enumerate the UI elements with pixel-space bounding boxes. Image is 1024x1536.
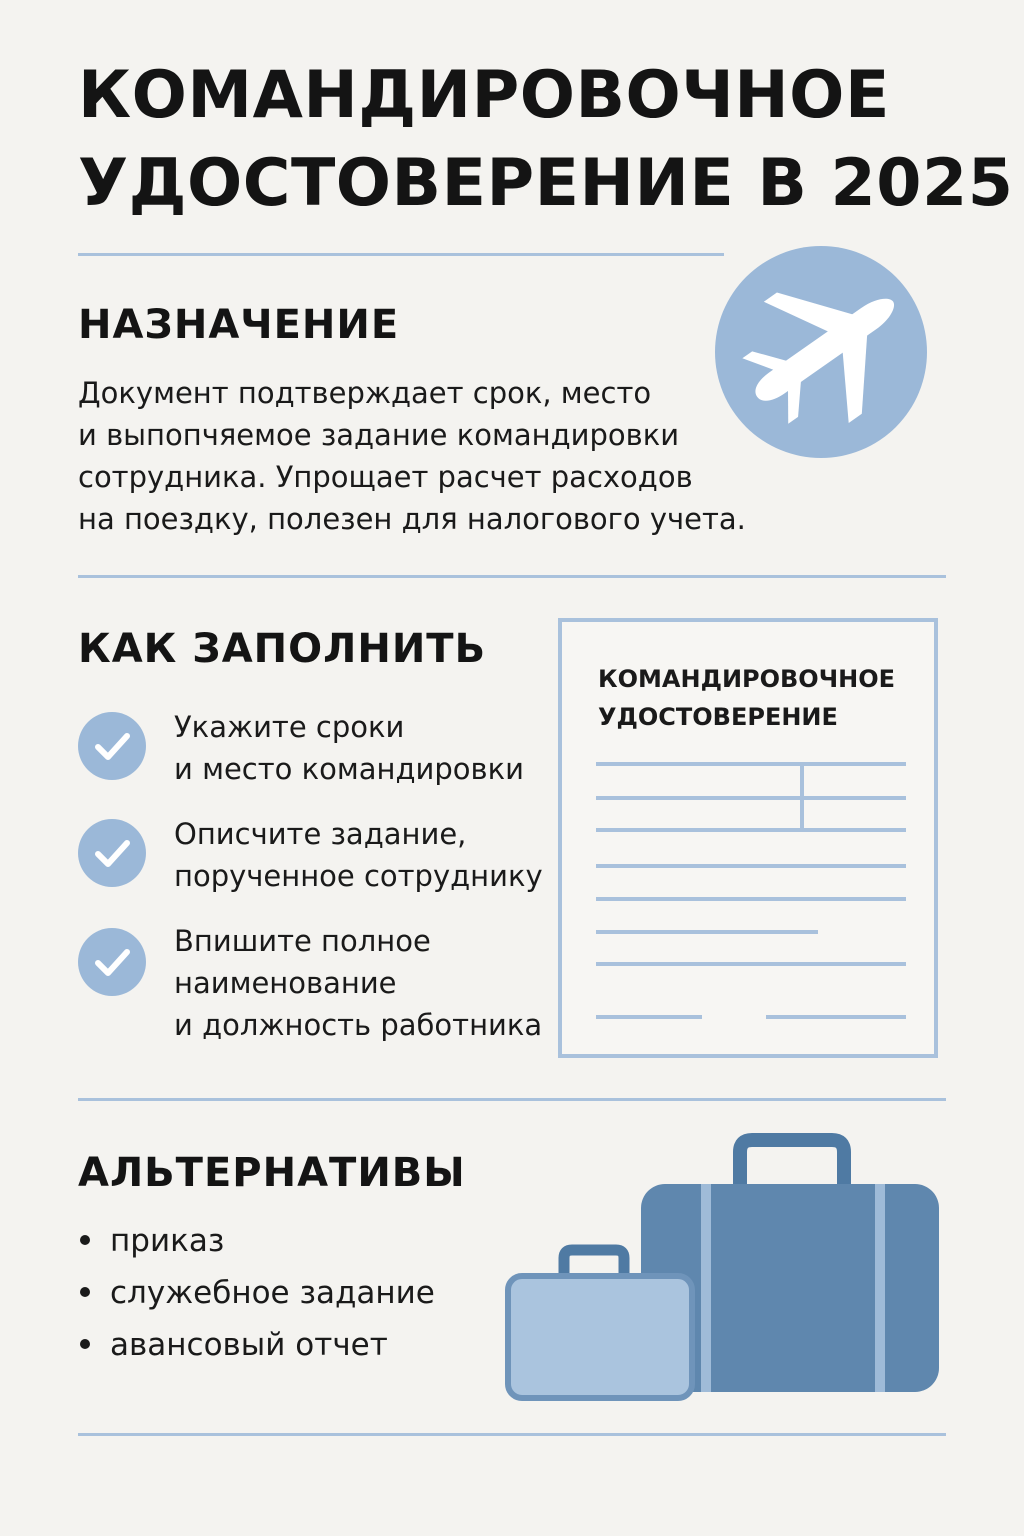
- divider-how-to-fill: [78, 1098, 946, 1101]
- purpose-description: [78, 372, 746, 540]
- alternatives-heading: АЛЬТЕРНАТИВЫ: [78, 1150, 466, 1196]
- step-line: Впишите полное: [174, 924, 431, 958]
- document-line: [596, 930, 818, 934]
- alternative-label: авансовый отчет: [110, 1327, 388, 1363]
- step-line: и место командировки: [174, 752, 524, 786]
- document-signature-line: [766, 1015, 906, 1019]
- step-line: порученное сотруднику: [174, 859, 543, 893]
- divider-bottom: [78, 1433, 946, 1436]
- step-line: наименование: [174, 966, 397, 1000]
- step-text: [174, 813, 543, 897]
- page-title-line-2: УДОСТОВЕРЕНИЕ В 2025: [78, 146, 1014, 221]
- divider-purpose: [78, 575, 946, 578]
- purpose-line: Документ подтверждает срок, место: [78, 376, 652, 410]
- purpose-line: на поездку, полезен для налогового учета.: [78, 502, 746, 536]
- check-icon: [78, 712, 146, 780]
- document-line: [596, 864, 906, 868]
- page-title: [78, 52, 1014, 228]
- purpose-heading: НАЗНАЧЕНИЕ: [78, 302, 400, 348]
- divider-top: [78, 253, 724, 256]
- bullet-icon: [80, 1235, 90, 1245]
- bullet-icon: [80, 1287, 90, 1297]
- page-title-line-1: КОМАНДИРОВОЧНОЕ: [78, 58, 890, 133]
- step-item-1: [78, 706, 558, 796]
- step-line: и должность работника: [174, 1008, 543, 1042]
- check-icon: [78, 928, 146, 996]
- document-signature-line: [596, 1015, 702, 1019]
- airplane-icon: [715, 246, 927, 458]
- bullet-icon: [80, 1339, 90, 1349]
- document-divider-vertical: [800, 762, 804, 832]
- document-title-line: КОМАНДИРОВОЧНОЕ: [598, 665, 895, 693]
- step-item-3: [78, 920, 558, 1050]
- step-line: Укажите сроки: [174, 710, 405, 744]
- check-icon: [78, 819, 146, 887]
- document-illustration: [558, 618, 938, 1058]
- purpose-line: сотрудника. Упрощает расчет расходов: [78, 460, 693, 494]
- alternative-item: [80, 1324, 388, 1366]
- document-title-line: УДОСТОВЕРЕНИЕ: [598, 703, 838, 731]
- step-text: [174, 920, 542, 1046]
- document-line: [596, 796, 906, 800]
- document-line: [596, 762, 906, 766]
- alternative-label: приказ: [110, 1223, 225, 1259]
- document-line: [596, 828, 906, 832]
- step-item-2: [78, 813, 558, 903]
- purpose-line: и выпопчяемое задание командировки: [78, 418, 680, 452]
- how-to-fill-heading: КАК ЗАПОЛНИТЬ: [78, 626, 487, 672]
- step-line: Описчите задание,: [174, 817, 467, 851]
- alternative-item: [80, 1220, 224, 1262]
- document-line: [596, 962, 906, 966]
- alternative-item: [80, 1272, 435, 1314]
- alternative-label: служебное задание: [110, 1275, 435, 1311]
- document-line: [596, 897, 906, 901]
- document-title: [598, 660, 895, 736]
- suitcases-icon: [500, 1130, 946, 1406]
- step-text: [174, 706, 524, 790]
